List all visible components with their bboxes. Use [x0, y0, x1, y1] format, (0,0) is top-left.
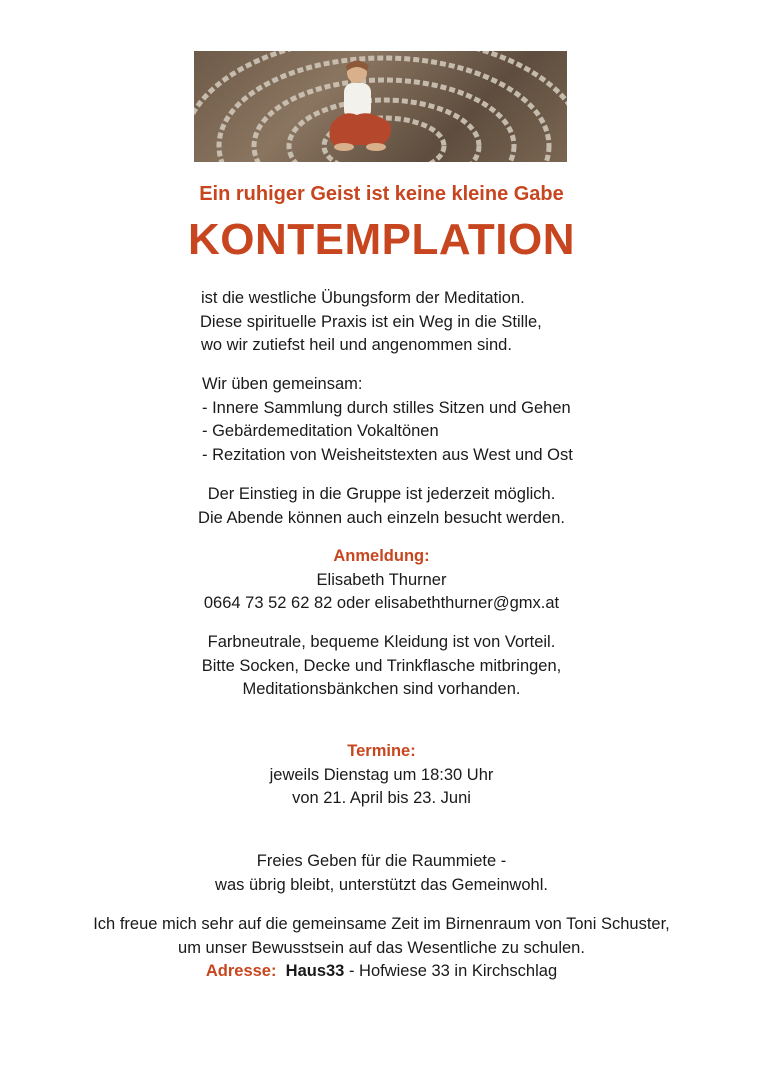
- clothing-line: Bitte Socken, Decke und Trinkflasche mitbringen,: [201, 656, 562, 675]
- intro-line: wo wir zutiefst heil und angenommen sind.: [201, 336, 512, 354]
- list-item: - Rezitation von Weisheitstexten aus West und Ost: [202, 445, 573, 464]
- list-item: - Innere Sammlung durch stilles Sitzen und Gehen: [202, 398, 571, 417]
- list-item: - Gebärdemeditation Vokaltönen: [202, 422, 439, 440]
- closing-line: Ich freue mich sehr auf die gemeinsame Zeit im Birnenraum von Toni Schuster,: [93, 915, 670, 933]
- registration-section: [0, 545, 763, 616]
- clothing-line: Meditationsbänkchen sind vorhanden.: [242, 680, 521, 698]
- header-photo: [194, 51, 567, 162]
- address-line: [0, 960, 763, 984]
- address-rest: - Hofwiese 33 in Kirchschlag: [344, 962, 558, 980]
- registration-contact: 0664 73 52 62 82 oder elisabeththurner@gmx.at: [203, 594, 560, 612]
- intro-text: [200, 287, 542, 358]
- subtitle: Ein ruhiger Geist ist keine kleine Gabe: [199, 183, 564, 205]
- dates-line: jeweils Dienstag um 18:30 Uhr: [269, 765, 494, 784]
- payment-line: Freies Geben für die Raummiete -: [256, 852, 507, 870]
- payment-line: was übrig bleibt, unterstützt das Gemeinwohl.: [215, 875, 548, 894]
- payment-text: [0, 850, 763, 897]
- meditation-labyrinth-photo: [194, 51, 567, 162]
- closing-text: [0, 913, 763, 984]
- entry-line: Der Einstieg in die Gruppe ist jederzeit möglich.: [207, 485, 556, 503]
- closing-line: um unser Bewusstsein auf das Wesentliche zu schulen.: [178, 938, 585, 957]
- practice-heading: Wir üben gemeinsam:: [202, 375, 363, 393]
- dates-line: von 21. April bis 23. Juni: [292, 789, 471, 807]
- intro-line: ist die westliche Übungsform der Meditation.: [201, 289, 525, 307]
- dates-section: [0, 740, 763, 811]
- dates-label: Termine:: [347, 742, 416, 760]
- clothing-text: [0, 631, 763, 702]
- intro-line: Diese spirituelle Praxis ist ein Weg in die Stille,: [200, 312, 542, 331]
- entry-line: Die Abende können auch einzeln besucht werden.: [198, 508, 565, 527]
- clothing-line: Farbneutrale, bequeme Kleidung ist von Vorteil.: [207, 633, 556, 651]
- practice-list: [202, 373, 573, 467]
- entry-text: [0, 483, 763, 530]
- address-label: Adresse: [205, 962, 271, 980]
- registration-name: Elisabeth Thurner: [316, 570, 447, 589]
- page-title: KONTEMPLATION: [188, 215, 575, 264]
- registration-label: Anmeldung:: [333, 547, 430, 565]
- address-venue: Haus33: [285, 962, 345, 980]
- address-colon: :: [270, 962, 277, 980]
